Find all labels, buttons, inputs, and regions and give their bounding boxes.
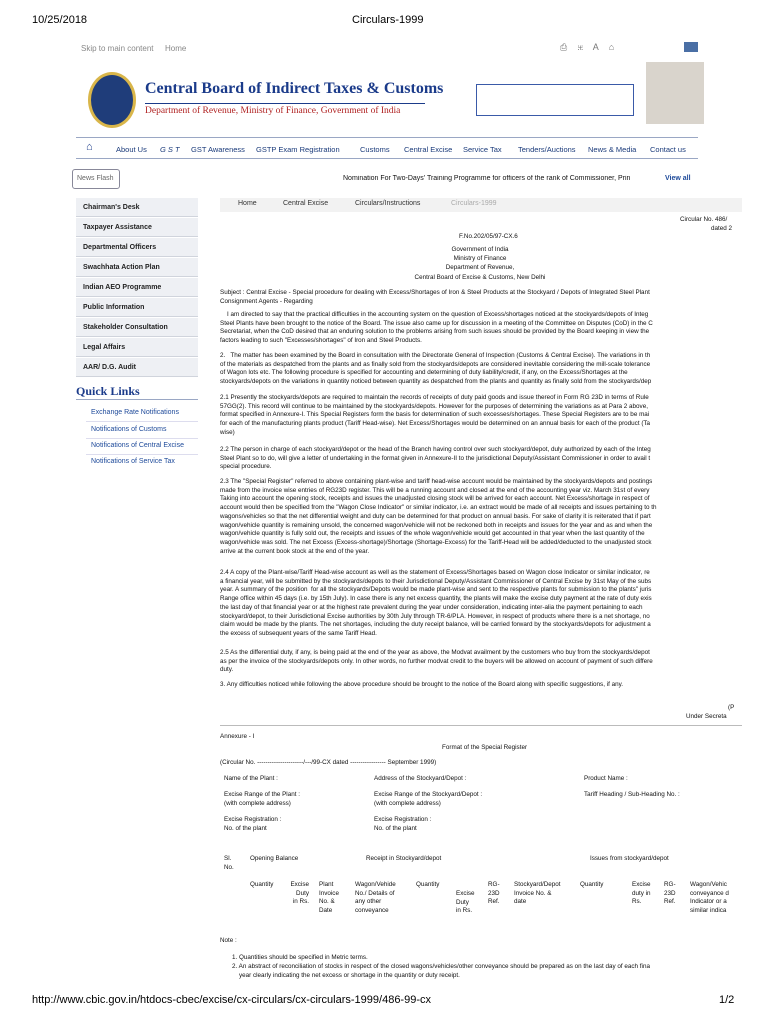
- annexure-title: Annexure - I: [220, 733, 255, 740]
- subject: Subject : Central Excise - Special procedure for dealing with Excess/Shortages of Iron & Steel Products at the Stockyard / Depots of Integrated Steel Plant Consignment Agents - Regarding: [220, 289, 650, 305]
- note-1: 1. Quantities should be specified in Metric terms.: [232, 954, 368, 961]
- signature-title: Under Secreta: [686, 713, 727, 720]
- quick-link-central-excise[interactable]: Notifications of Central Excise: [91, 442, 184, 449]
- issuer-line: Department of Revenue,: [445, 264, 515, 271]
- sidebar-item-chairmans-desk[interactable]: Chairman's Desk: [76, 198, 198, 217]
- sidebar-item-taxpayer[interactable]: Taxpayer Assistance: [76, 218, 198, 237]
- nav-gst-awareness[interactable]: GST Awareness: [191, 145, 245, 154]
- paragraph-2-4: 2.4 A copy of the Plant-wise/Tariff Head-wise account as well as the statement of Excess/Shortages based on Wagon close Indicator or similar indicator, re a financial year, will be submitted by the stockyards/depots to their Jurisdictional Deputy/Assistant Commissioner of Central Excise by 31st May of the subs year. A summary of the position for all the stockyards/Depots would be made plant-wise and sent to the respective plants for submission to the plants" juris Range office within 45 days (i.e. by 15th July). In case there is any net excess quantity, the plants will make the excise duty payment at the rate of duty exis the last day of that financial year or at the highest rate prevalent during the year under consideration, indicating inter-alia the payment pertaining to each stockyard/depot, to their Jurisdictional Excise authorities by 30th July through TR-6/PLA. However, in respect of products where there is a net shortage, no claim would be made by the plants. The net shortages, including the duty receipt balance, will be carried forward by the stockyards/depots for adjustment a the excess of subsequent years of the same Tariff Head.: [220, 569, 652, 637]
- nav-about[interactable]: About Us: [116, 145, 147, 154]
- paragraph-1: I am directed to say that the practical difficulties in the accounting system on the question of Excess/shortages noticed at the stockyards/depots of Integ Steel Plants have been brought to the notice of the Board. The issue also came up for discussion in a meeting of the Committee on Disputes (CoD) in the C Secretariat, when the CoD desired that an enduring solution to the problems arising from such issues should be provided by the Board keeping in view the factors leading to such "Excesses/shortages" of Iron and Steel Products.: [220, 311, 653, 345]
- sidebar-item-legal[interactable]: Legal Affairs: [76, 338, 198, 357]
- nav-customs[interactable]: Customs: [360, 145, 390, 154]
- print-date: 10/25/2018: [32, 14, 88, 26]
- minister-photo: [646, 62, 704, 124]
- sidebar-item-officers[interactable]: Departmental Officers: [76, 238, 198, 257]
- issuer-line: Ministry of Finance: [453, 255, 507, 262]
- paragraph-2-1: 2.1 Presently the stockyards/depots are required to maintain the records of receipts of duty paid goods and issue thereof in Form RG 23D in terms of Rule 57GG(2). This record will continue to be maintained by the stockyards/depots. However for the purposes of determining the variations as at Para 2 above, format specified in Annexure-I. This Special Registers form the basis for determination of such excesses/shortages. These Special Registers are to be mai for each of the manufacturing plants product (Tariff Head-wise). Net Excess/Shortages would be determined on an annual basis for each of the product (Ta wise): [220, 394, 651, 436]
- home-icon[interactable]: ⌂: [86, 141, 93, 153]
- field-stockyard-address: Address of the Stockyard/Depot :: [374, 775, 467, 782]
- quick-link-divider: [86, 454, 198, 455]
- field-depot-range: Excise Range of the Stockyard/Depot : (with complete address): [374, 791, 483, 807]
- nav-central-excise[interactable]: Central Excise: [404, 145, 453, 154]
- table-col: RG- 23D Ref.: [664, 881, 676, 906]
- signature-line: (P: [728, 704, 735, 711]
- field-product-name: Product Name :: [584, 775, 628, 782]
- note-title: Note :: [220, 937, 237, 944]
- paragraph-2: 2. The matter has been examined by the Board in consultation with the Directorate General of Inspection (Customs & Central Excise). The variations in th of the materials as despatched from the plants and as finally sold from the stockyards/depots are considered inevitable considering the mill-scale tolerance of Wagon lots etc. The following procedure is specified for accounting and determining of duty liability/credit, if any, on the Excess/Shortages at the stockyards/depots on the variations in quantity noticed between quantity as despatched from the plants and quantity as finally sold from the stockyards/dep: [220, 352, 652, 386]
- table-head-opening: Opening Balance: [250, 855, 299, 862]
- section-divider: [220, 725, 742, 726]
- view-all-link[interactable]: View all: [665, 175, 691, 182]
- circular-date: dated 2: [711, 225, 733, 232]
- table-col: RG- 23D Ref.: [488, 881, 500, 906]
- brand-subtitle: Department of Revenue, Ministry of Finance, Government of India: [145, 106, 401, 116]
- print-title: Circulars-1999: [352, 14, 424, 26]
- format-title: Format of the Special Register: [442, 744, 528, 751]
- breadcrumb-central-excise[interactable]: Central Excise: [283, 200, 329, 207]
- quick-link-divider: [86, 421, 198, 422]
- skip-link[interactable]: Skip to main content: [81, 44, 154, 53]
- table-head-receipt: Receipt in Stockyard/depot: [366, 855, 442, 862]
- nav-top-rule: [76, 137, 698, 138]
- table-col: Quantity: [580, 881, 604, 888]
- table-col: Excise duty in Rs.: [632, 881, 651, 906]
- quick-link-service-tax[interactable]: Notifications of Service Tax: [91, 458, 175, 465]
- issuer-line: Central Board of Excise & Customs, New Delhi: [414, 274, 546, 281]
- home-link[interactable]: Home: [165, 44, 187, 53]
- emblem-logo: [88, 72, 136, 128]
- field-tariff-heading: Tariff Heading / Sub-Heading No. :: [584, 791, 680, 798]
- news-flash-label: News Flash: [72, 169, 120, 189]
- circular-number: Circular No. 486/: [680, 216, 728, 223]
- table-col: Excise Duty in Rs.: [456, 890, 475, 915]
- table-col: Wagon/Vehic conveyance d Indicator or a similar indica: [690, 881, 729, 914]
- field-depot-registration: Excise Registration : No. of the plant: [374, 816, 432, 832]
- table-col: Quantity: [416, 881, 440, 888]
- nav-contact[interactable]: Contact us: [650, 145, 686, 154]
- news-ticker[interactable]: Nomination For Two-Days' Training Programme for officers of the rank of Commissioner, Prin: [343, 175, 631, 182]
- paragraph-2-5: 2.5 As the differential duty, if any, is being paid at the end of the year as above, the Modvat availment by the customers who buy from the stockyards/depot as per the invoice of the stockyards/depots only. In other words, no further modvat credit to the buyers will be allowed on account of payment of such differe duty.: [220, 649, 653, 674]
- nav-gst[interactable]: G S T: [160, 145, 180, 154]
- print-page: 1/2: [719, 994, 735, 1006]
- quick-links-rule: [76, 399, 198, 400]
- print-url: http://www.cbic.gov.in/htdocs-cbec/excise/cx-circulars/cx-circulars-1999/486-99-cx: [32, 994, 431, 1006]
- brand-divider: [145, 103, 425, 104]
- field-plant-name: Name of the Plant :: [224, 775, 278, 782]
- table-head-sl: Sl. No.: [224, 855, 234, 871]
- nav-service-tax[interactable]: Service Tax: [463, 145, 502, 154]
- breadcrumb-home[interactable]: Home: [238, 200, 257, 207]
- flag-icon: [684, 42, 698, 52]
- brand-title: Central Board of Indirect Taxes & Customs: [145, 80, 444, 97]
- sidebar-item-stakeholder[interactable]: Stakeholder Consultation: [76, 318, 198, 337]
- circular-line: (Circular No. ----------------------/---/99-CX dated ----------------- September 1999): [220, 759, 437, 766]
- nav-tenders[interactable]: Tenders/Auctions: [518, 145, 576, 154]
- nav-bottom-rule: [76, 158, 698, 159]
- quick-link-exchange[interactable]: Exchange Rate Notifications: [91, 409, 179, 416]
- nav-gstp-exam[interactable]: GSTP Exam Registration: [256, 145, 340, 154]
- accessibility-icons[interactable]: ⎙ ⁜ A ⌂: [560, 42, 619, 52]
- paragraph-2-2: 2.2 The person in charge of each stockyard/depot or the head of the Branch having control over such stockyard/depot, duly authorized by each of the Integ Steel Plant so to do, will give a letter of undertaking in the format given in Annexure-II to the jurisdictional Deputy/Assistant Commissioner in order to avail t special procedure.: [220, 446, 651, 471]
- breadcrumb-current: Circulars-1999: [451, 200, 497, 207]
- paragraph-2-3: 2.3 The "Special Register" referred to above containing plant-wise and tariff head-wise account would be maintained by the stockyards/depots and postings made from the invoice wise entries of RG23D register. This will be a running account and closed at the end of the accounting year viz. March 31st of every Taking into account the opening stock, receipts and issues the unadjusted closing stock will be arrived for each account. Net Excess/shortage in respect of account would then be specified from the "Wagon Close Indicator" or similar indicator, i.e. an extract would be made of all receipts and issues pertaining to th wagons/vehicles so that the net differential weight and duty can be determined for that product on annual basis. For sake of clarity it is reiterated that if part wagon/vehicle quantity is remaining unsold, the concerned wagon/vehicle will not be reckoned both in receipts and issues for the year and as and when the wagon/vehicle quantity is fully sold out, the receipts and issues of the whole wagon/vehicle would get accounted in that year when the last quantity of the wagon/vehicle was sold. The net Excess (Excess-shortage)/Shortage (Shortage-Excess) for the Tariff-Head will be added/deducted to the unadjusted stock arrive at the current book stock at the end of the year.: [220, 478, 657, 555]
- table-head-issues: Issues from stockyard/depot: [590, 855, 669, 862]
- search-box[interactable]: [476, 84, 634, 116]
- table-col: Wagon/Vehide No./ Details of any other conveyance: [355, 881, 396, 914]
- file-number: F.No.202/05/97-CX.6: [459, 233, 518, 240]
- table-col: Excise Duty in Rs.: [290, 881, 309, 906]
- sidebar-item-aar[interactable]: AAR/ D.G. Audit: [76, 358, 198, 377]
- nav-news-media[interactable]: News & Media: [588, 145, 637, 154]
- quick-link-divider: [86, 438, 198, 439]
- paragraph-3: 3. Any difficulties noticed while following the above procedure should be brought to the notice of the Board along with specific suggestions, if any.: [220, 681, 624, 688]
- sidebar-item-swachhata[interactable]: Swachhata Action Plan: [76, 258, 198, 277]
- table-col: Stockyard/Depot Invoice No. & date: [514, 881, 561, 906]
- quick-link-customs[interactable]: Notifications of Customs: [91, 426, 167, 433]
- sidebar-item-aeo[interactable]: Indian AEO Programme: [76, 278, 198, 297]
- field-plant-registration: Excise Registration : No. of the plant: [224, 816, 282, 832]
- table-col: Plant Invoice No. & Date: [319, 881, 339, 914]
- quick-links-title: Quick Links: [76, 384, 140, 398]
- sidebar-item-public-info[interactable]: Public Information: [76, 298, 198, 317]
- field-plant-range: Excise Range of the Plant : (with complete address): [224, 791, 300, 807]
- table-col: Quantity: [250, 881, 274, 888]
- note-2: 2. An abstract of reconciliation of stocks in respect of the closed wagons/vehicles/other conveyance should be prepared as on the last day of each fina year clearly indicating the net excess or shortage in the quantity or duty receipt.: [232, 963, 650, 979]
- issuer-line: Government of India: [451, 246, 509, 253]
- breadcrumb-circulars[interactable]: Circulars/Instructions: [355, 200, 421, 207]
